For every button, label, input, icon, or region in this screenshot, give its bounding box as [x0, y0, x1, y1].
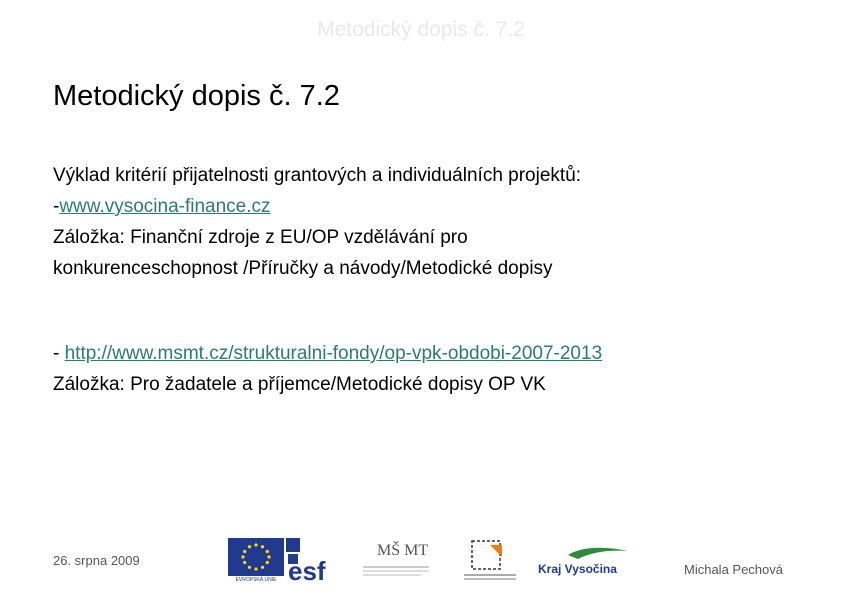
logo-strip: [228, 535, 628, 585]
text-line: [53, 191, 581, 222]
slide-title: Metodický dopis č. 7.2: [53, 80, 340, 112]
text-line: Výklad kritérií přijatelnosti grantových a individuálních projektů:: [53, 165, 582, 186]
kraj-vysocina-logo: [538, 543, 630, 577]
msmt-link[interactable]: http://www.msmt.cz/strukturalni-fondy/op-vpk-obdobi-2007-2013: [64, 343, 603, 364]
text-line: konkurenceschopnost /Příručky a návody/Metodické dopisy: [53, 258, 553, 279]
vysocina-finance-link[interactable]: www.vysocina-finance.cz: [59, 196, 271, 217]
footer-date: 26. srpna 2009: [53, 553, 140, 568]
msmt-logo: [361, 537, 431, 581]
text-line: [53, 338, 602, 369]
msmt-text: MŠ MT: [377, 542, 429, 559]
op-vk-logo: [460, 537, 520, 583]
footer-author: Michala Pechová: [684, 562, 783, 577]
text-line: Záložka: Pro žadatele a příjemce/Metodické dopisy OP VK: [53, 374, 546, 395]
text-block-vysocina: [53, 160, 581, 284]
header-title: Metodický dopis č. 7.2: [317, 18, 525, 41]
esf-text: esf: [288, 556, 326, 582]
eu-caption: EVROPSKÁ UNIE: [235, 577, 277, 583]
dash-prefix: -: [53, 343, 65, 364]
dash-prefix: -: [53, 196, 60, 217]
text-line: Záložka: Finanční zdroje z EU/OP vzdělávání pro: [53, 227, 468, 248]
kraj-text: Kraj Vysočina: [538, 562, 617, 576]
eu-flag-logo: [228, 538, 284, 576]
text-block-msmt: [53, 338, 602, 400]
esf-logo: [286, 538, 334, 582]
